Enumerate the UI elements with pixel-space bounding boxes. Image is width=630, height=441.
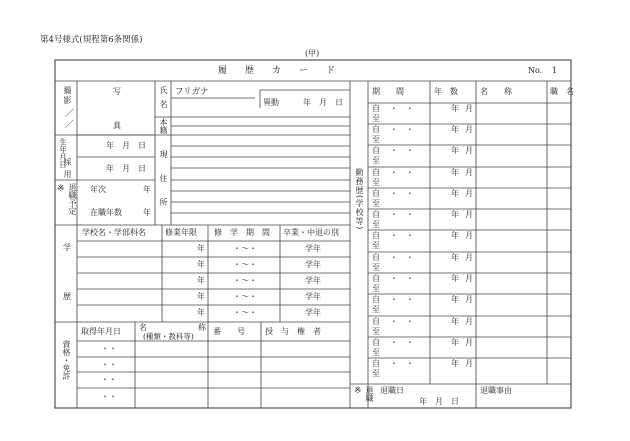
work-header-job: 職 名	[550, 87, 574, 96]
work-tsuki: 月	[465, 359, 473, 368]
retire-date-label: 退職日	[380, 386, 404, 395]
work-dots: ・ ・	[390, 231, 414, 240]
edu-period: ・〜・	[233, 276, 257, 285]
edu-nen: 年	[197, 244, 205, 253]
qual-date: ・・	[101, 392, 117, 401]
qual-header-date: 取得年月日	[81, 327, 121, 336]
work-nen: 年	[451, 359, 459, 368]
work-from: 自	[372, 359, 380, 368]
work-from: 自	[372, 317, 380, 326]
no-value: 1	[552, 66, 558, 75]
edu-nen: 年	[197, 276, 205, 285]
edu-header-period: 修 学 期 間	[214, 228, 270, 237]
edu-header-status: 卒業・中退の別	[283, 228, 339, 237]
hire-date: 年 月 日	[106, 164, 146, 173]
work-to: 至	[372, 114, 380, 123]
birth-date: 年 月 日	[106, 141, 146, 150]
service-years-label: 在職年数	[90, 208, 122, 217]
edu-period: ・〜・	[233, 244, 257, 253]
work-from: 自	[372, 125, 380, 134]
work-nen: 年	[451, 253, 459, 262]
work-from: 自	[372, 210, 380, 219]
edu-label-bottom: 歴	[63, 292, 71, 301]
retire-date-value: 年 月 日	[419, 397, 459, 406]
card-title: 履 歴 カ ー ド	[218, 66, 336, 76]
work-dots: ・ ・	[390, 125, 414, 134]
retire-final-mark: ※	[354, 386, 362, 396]
transfer-label: 異動	[263, 98, 279, 107]
work-nen: 年	[451, 146, 459, 155]
qual-date: ・・	[101, 360, 117, 369]
transfer-date: 年 月 日	[303, 98, 343, 107]
retire-plan-label: 退職予定	[68, 183, 77, 215]
work-dots: ・ ・	[390, 104, 414, 113]
edu-header-years: 修業年限	[165, 228, 197, 237]
retire-final-label: 退職	[365, 386, 374, 402]
work-dots: ・ ・	[390, 338, 414, 347]
service-years-unit: 年	[143, 208, 151, 217]
photo-slashes: ／／	[63, 108, 73, 130]
qual-header-authority: 授 与 権 者	[265, 327, 321, 336]
work-tsuki: 月	[465, 274, 473, 283]
work-from: 自	[372, 274, 380, 283]
edu-nen: 年	[197, 260, 205, 269]
qual-header-name2: 称	[198, 323, 206, 332]
work-dots: ・ ・	[390, 168, 414, 177]
work-nen: 年	[451, 231, 459, 240]
work-nen: 年	[451, 317, 459, 326]
work-to: 至	[372, 369, 380, 378]
work-label: 勤務歴(学校等)	[355, 168, 364, 231]
photo-text-2: 真	[113, 121, 121, 130]
work-nen: 年	[451, 168, 459, 177]
no-label: No.	[528, 66, 543, 75]
work-tsuki: 月	[465, 231, 473, 240]
work-tsuki: 月	[465, 146, 473, 155]
work-dots: ・ ・	[390, 359, 414, 368]
work-to: 至	[372, 199, 380, 208]
work-dots: ・ ・	[390, 295, 414, 304]
work-nen: 年	[451, 274, 459, 283]
work-nen: 年	[451, 104, 459, 113]
qual-date: ・・	[101, 375, 117, 384]
work-tsuki: 月	[465, 338, 473, 347]
work-header-period: 期 間	[372, 87, 404, 96]
work-header-name: 名 称	[480, 87, 512, 96]
qual-label: 資格・免許	[62, 340, 71, 380]
work-dots: ・ ・	[390, 189, 414, 198]
retire-year-label: 年次	[90, 185, 106, 194]
work-from: 自	[372, 253, 380, 262]
qual-header-number: 番 号	[213, 327, 245, 336]
edu-period: ・〜・	[233, 308, 257, 317]
work-dots: ・ ・	[390, 146, 414, 155]
retire-reason-label: 退職事由	[480, 386, 512, 395]
work-tsuki: 月	[465, 253, 473, 262]
work-to: 至	[372, 263, 380, 272]
work-tsuki: 月	[465, 168, 473, 177]
photo-label: 撮影	[63, 86, 72, 106]
work-to: 至	[372, 135, 380, 144]
edu-grade: 学年	[305, 244, 321, 253]
edu-nen: 年	[197, 292, 205, 301]
work-tsuki: 月	[465, 295, 473, 304]
retire-year-unit: 年	[143, 185, 151, 194]
edu-grade: 学年	[305, 260, 321, 269]
edu-grade: 学年	[305, 292, 321, 301]
work-to: 至	[372, 348, 380, 357]
edu-period: ・〜・	[233, 260, 257, 269]
qual-header-kind: (種類・教科等)	[143, 332, 194, 341]
edu-grade: 学年	[305, 276, 321, 285]
honseki-label: 本籍	[159, 118, 168, 134]
work-nen: 年	[451, 295, 459, 304]
work-tsuki: 月	[465, 104, 473, 113]
work-from: 自	[372, 146, 380, 155]
work-from: 自	[372, 338, 380, 347]
hire-label: 採用	[63, 158, 72, 182]
work-from: 自	[372, 295, 380, 304]
work-to: 至	[372, 327, 380, 336]
sheet-label: (甲)	[305, 49, 320, 58]
work-to: 至	[372, 220, 380, 229]
work-dots: ・ ・	[390, 253, 414, 262]
qual-header-name: 名	[139, 323, 147, 332]
qual-date: ・・	[101, 344, 117, 353]
work-tsuki: 月	[465, 189, 473, 198]
edu-label-top: 学	[63, 243, 71, 252]
work-from: 自	[372, 189, 380, 198]
work-dots: ・ ・	[390, 274, 414, 283]
work-to: 至	[372, 241, 380, 250]
form-number: 第4号様式(規程第6条関係)	[40, 35, 143, 45]
work-nen: 年	[451, 210, 459, 219]
name-label: 氏名	[159, 86, 168, 114]
photo-text-1: 写	[113, 87, 121, 96]
work-nen: 年	[451, 125, 459, 134]
work-from: 自	[372, 104, 380, 113]
edu-header-school: 学校名・学部科名	[82, 228, 146, 237]
work-to: 至	[372, 284, 380, 293]
work-tsuki: 月	[465, 210, 473, 219]
work-from: 自	[372, 168, 380, 177]
birth-label: 生年月日	[58, 138, 68, 168]
furigana-label: フリガナ	[175, 87, 209, 97]
work-header-years: 年 数	[434, 87, 458, 96]
retire-mark: ※	[57, 184, 65, 194]
edu-grade: 学年	[305, 308, 321, 317]
work-from: 自	[372, 231, 380, 240]
work-tsuki: 月	[465, 125, 473, 134]
work-nen: 年	[451, 338, 459, 347]
work-dots: ・ ・	[390, 317, 414, 326]
work-nen: 年	[451, 189, 459, 198]
work-to: 至	[372, 178, 380, 187]
work-to: 至	[372, 156, 380, 165]
work-dots: ・ ・	[390, 210, 414, 219]
edu-period: ・〜・	[233, 292, 257, 301]
address-label: 現住所	[159, 150, 168, 222]
work-to: 至	[372, 305, 380, 314]
work-tsuki: 月	[465, 317, 473, 326]
edu-nen: 年	[197, 308, 205, 317]
